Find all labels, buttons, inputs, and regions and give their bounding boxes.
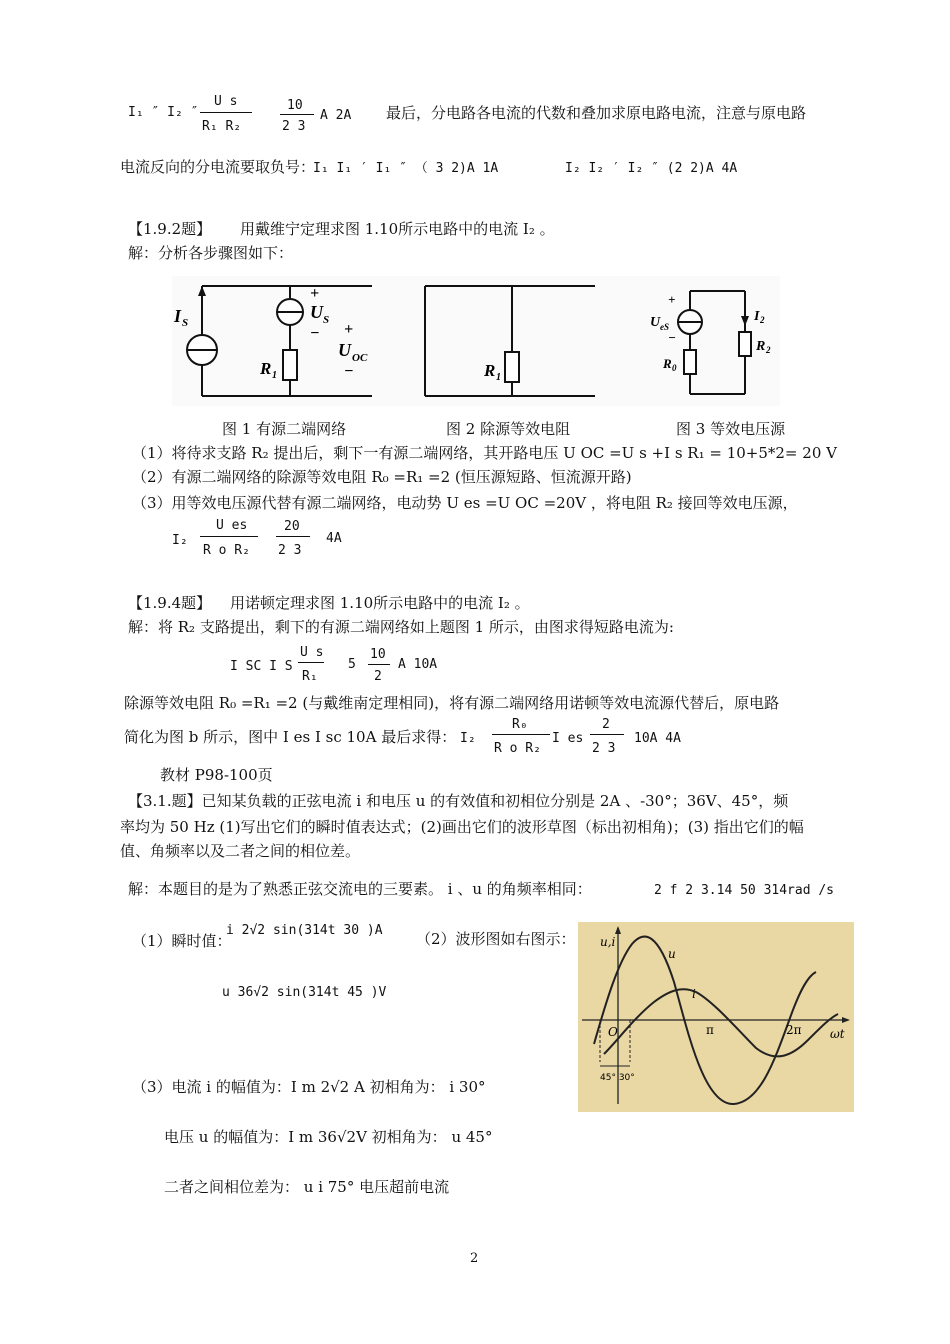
paragraph-text: 简化为图 b 所示，图中 I es I sc 10A 最后求得：: [124, 728, 457, 746]
solution-intro: 解：分析各步骤图如下：: [128, 244, 294, 262]
frac-num: 10: [287, 98, 303, 113]
paragraph-text: 电流反向的分电流要取负号：: [120, 158, 316, 176]
fig3-caption: 图 3 等效电压源: [676, 420, 786, 438]
paragraph-text: 除源等效电阻 R₀ =R₁ =2 (与戴维南定理相同)，将有源二端网络用诺顿等效电流源代替后，原电路: [124, 694, 780, 712]
svg-text:+: +: [668, 292, 676, 307]
svg-text:u,i: u,i: [600, 935, 616, 949]
svg-text:O: O: [608, 1025, 618, 1039]
omega-eq: 2 f 2 3.14 50 314rad /s: [654, 883, 835, 898]
frac-num: 2: [602, 717, 610, 732]
step-2: （2）有源二端网络的除源等效电阻 R₀ =R₁ =2 (恒压源短路、恒流源开路): [132, 468, 632, 486]
r2-label: R: [756, 339, 766, 354]
r1-label: R: [260, 359, 272, 378]
frac-den: 2 3: [282, 119, 306, 134]
amplitude-u: 电压 u 的幅值为：I m 36√2V 初相角为： u 45°: [164, 1128, 493, 1146]
solution-intro: 解：将 R₂ 支路提出，剩下的有源二端网络如上题图 1 所示，由图求得短路电流为:: [128, 618, 674, 636]
solution-intro: 解：本题目的是为了熟悉正弦交流电的三要素。 i 、u 的角频率相同：: [128, 880, 592, 898]
frac-den: R o R₂: [494, 741, 541, 756]
fraction-bar: [280, 114, 314, 115]
svg-text:2: 2: [760, 315, 765, 325]
svg-text:π: π: [706, 1023, 714, 1037]
svg-text:2: 2: [766, 345, 771, 355]
step-3: （3）用等效电压源代替有源二端网络，电动势 U es =U OC =20V ，将电阻 R₂ 接回等效电压源，: [132, 494, 798, 512]
u-curve-label: u: [668, 947, 676, 961]
frac-num: 10: [370, 647, 386, 662]
amplitude-i: （3）电流 i 的幅值为：I m 2√2 A 初相角为： i 30°: [132, 1078, 486, 1096]
svg-text:0: 0: [672, 363, 677, 373]
result: A 2A: [320, 108, 352, 123]
svg-text:2π: 2π: [786, 1023, 802, 1037]
svg-text:OC: OC: [352, 352, 368, 364]
svg-text:R: R: [484, 361, 496, 380]
svg-text:+: +: [310, 285, 320, 302]
waveform-graph: [578, 922, 854, 1112]
fraction-bar: [200, 536, 258, 537]
svg-text:ωt: ωt: [830, 1027, 845, 1041]
problem-title: 【1.9.4题】: [128, 594, 212, 612]
svg-text:−: −: [344, 363, 354, 380]
phase-difference: 二者之间相位差为： u i 75° 电压超前电流: [164, 1178, 450, 1196]
fraction-bar: [368, 664, 390, 665]
r0-label: R: [663, 356, 672, 371]
equation: I₂ I₂ ′ I₂ ″ (2 2)A 4A: [565, 161, 738, 176]
frac-num: U es: [216, 518, 248, 533]
frac-num: U s: [300, 645, 324, 660]
svg-text:S: S: [323, 314, 330, 326]
circuit-figures: [172, 276, 780, 406]
svg-text:S: S: [182, 317, 189, 329]
frac-den: R₁: [302, 669, 318, 684]
problem-text: 用诺顿定理求图 1.10所示电路中的电流 I₂ 。: [230, 594, 530, 612]
step-1: （1）将待求支路 R₂ 提出后，剩下一有源二端网络，其开路电压 U OC =U s +I s R₁ = 10+5*2= 20 V: [132, 444, 837, 462]
svg-text:−: −: [310, 325, 320, 342]
eq-isc: I SC I S: [230, 659, 293, 674]
problem-text: 率均为 50 Hz (1)写出它们的瞬时值表达式；(2)画出它们的波形草图（标出初相角)；(3) 指出它们的幅: [120, 818, 804, 836]
equation: I₁ I₁ ′ I₁ ″ （ 3 2)A 1A: [313, 161, 499, 176]
is-label: I: [174, 306, 182, 326]
fraction-bar: [200, 112, 252, 113]
frac-den: 2 3: [278, 543, 302, 558]
svg-text:+: +: [344, 321, 354, 338]
page-number: 2: [470, 1251, 479, 1266]
paragraph-text: 最后，分电路各电流的代数和叠加求原电路电流，注意与原电路: [386, 104, 807, 122]
fig1-caption: 图 1 有源二端网络: [222, 420, 347, 438]
uoc-label: U: [338, 340, 351, 360]
i-curve-label: i: [692, 987, 696, 1001]
problem-text: 用戴维宁定理求图 1.10所示电路中的电流 I₂ 。: [240, 220, 555, 238]
problem-text: 值、角频率以及二者之间的相位差。: [120, 842, 361, 860]
result: 4A: [326, 531, 342, 546]
frac-num: U s: [214, 94, 238, 109]
fraction-bar: [492, 734, 550, 735]
textbook-ref: 教材 P98-100页: [160, 766, 273, 784]
result: A 10A: [398, 657, 438, 672]
fraction-bar: [298, 662, 324, 663]
inst-i-eq: i 2√2 sin(314t 30 )A: [226, 923, 383, 938]
us-label: U: [310, 302, 323, 322]
frac-num: 20: [284, 519, 300, 534]
problem-text: 【3.1.题】已知某负载的正弦电流 i 和电压 u 的有效值和初相位分别是 2A 、-30°；36V、45°，频: [128, 792, 789, 810]
svg-text:1: 1: [272, 370, 277, 381]
ues-label: U: [650, 315, 661, 330]
frac-den: R o R₂: [203, 543, 250, 558]
inst-u-eq: u 36√2 sin(314t 45 )V: [222, 985, 387, 1000]
frac-den: R₁ R₂: [202, 119, 242, 134]
svg-text:−: −: [668, 330, 676, 345]
i2-label: I: [754, 309, 760, 324]
result: 10A 4A: [634, 731, 681, 746]
fraction-bar: [590, 734, 624, 735]
fraction-bar: [276, 536, 310, 537]
frac-num: R₀: [512, 717, 528, 732]
frac-den: 2 3: [592, 741, 616, 756]
frac-den: 2: [374, 669, 382, 684]
svg-text:45° 30°: 45° 30°: [600, 1073, 635, 1083]
eq-superposition-lhs: I₁ ″ I₂ ″: [128, 105, 199, 120]
fig2-caption: 图 2 除源等效电阻: [446, 420, 571, 438]
svg-text:eS: eS: [660, 322, 669, 332]
problem-title: 【1.9.2题】: [128, 220, 212, 238]
svg-text:1: 1: [496, 372, 501, 383]
eq-lhs: I₂: [172, 533, 188, 548]
